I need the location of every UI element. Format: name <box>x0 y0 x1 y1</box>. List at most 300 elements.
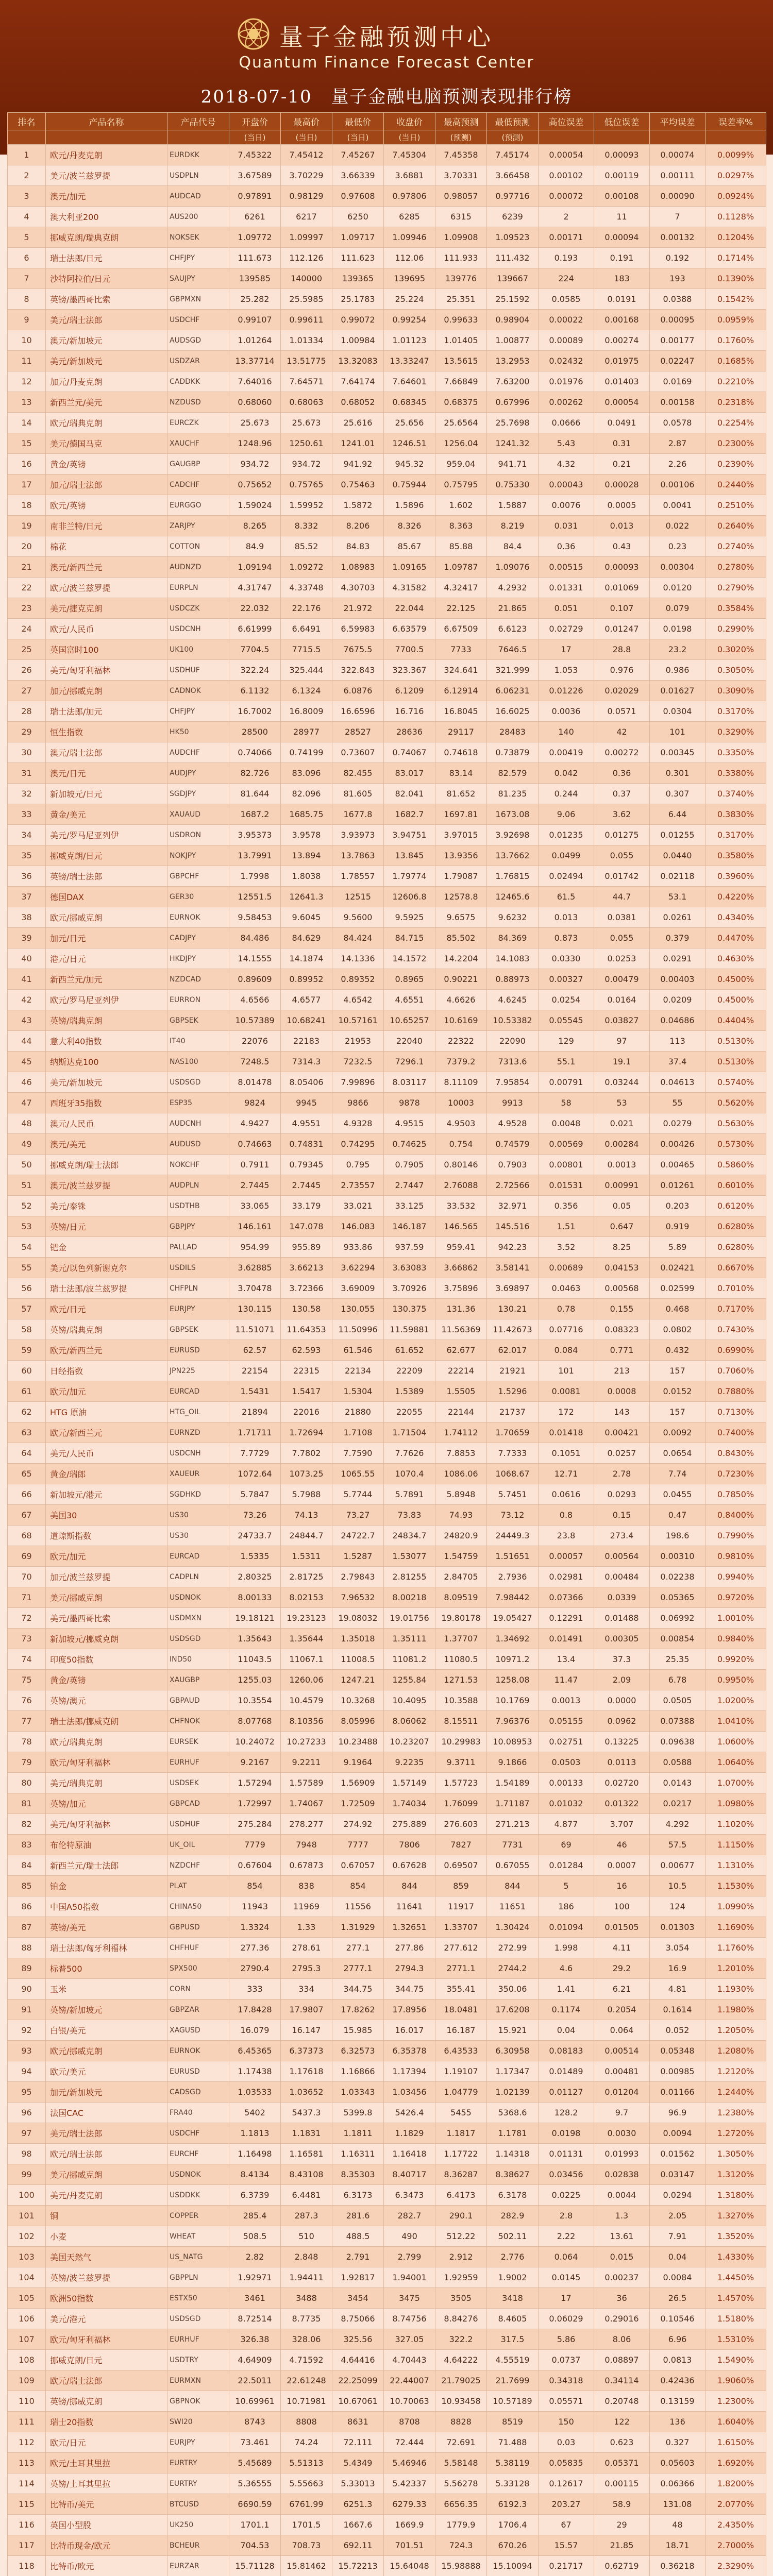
cell-product-code: EURDKK <box>167 145 229 165</box>
cell-low-price: 10.3268 <box>332 1690 384 1711</box>
cell-open-price: 6.61999 <box>229 619 281 639</box>
cell-high-price: 1250.61 <box>281 433 332 454</box>
cell-forecast-high: 62.677 <box>435 1340 487 1361</box>
page-title <box>0 82 773 108</box>
table-row <box>8 474 766 495</box>
cell-low-price: 277.1 <box>332 1938 384 1958</box>
cell-error-high: 0.244 <box>539 784 594 804</box>
cell-forecast-low: 1.54189 <box>487 1773 539 1793</box>
cell-close-price: 2.81255 <box>384 1567 435 1587</box>
cell-close-price: 5426.4 <box>384 2103 435 2123</box>
cell-error-rate: 0.7230% <box>705 1464 766 1484</box>
cell-rank: 5 <box>8 227 46 248</box>
cell-error-high: 0.02751 <box>539 1732 594 1752</box>
cell-error-low: 2.78 <box>594 1464 650 1484</box>
cell-product-code: AUDCNH <box>167 1113 229 1134</box>
cell-error-avg: 0.468 <box>650 1299 705 1319</box>
cell-error-rate: 1.0980% <box>705 1793 766 1814</box>
cell-error-low: 19.1 <box>594 1052 650 1072</box>
table-row <box>8 1052 766 1072</box>
cell-forecast-low: 11651 <box>487 1896 539 1917</box>
cell-high-price: 3.70229 <box>281 165 332 186</box>
cell-high-price: 934.72 <box>281 454 332 474</box>
cell-close-price: 83.017 <box>384 763 435 784</box>
cell-error-high: 0.0503 <box>539 1752 594 1773</box>
cell-product-code: AUDSGD <box>167 330 229 351</box>
cell-error-high: 0.05571 <box>539 2391 594 2412</box>
cell-rank: 9 <box>8 310 46 330</box>
cell-error-avg: 0.0505 <box>650 1690 705 1711</box>
cell-error-avg: 5.89 <box>650 1237 705 1258</box>
cell-error-low: 0.107 <box>594 598 650 619</box>
cell-forecast-low: 22090 <box>487 1031 539 1052</box>
cell-open-price: 139585 <box>229 268 281 289</box>
cell-product-code: AUDNZD <box>167 557 229 578</box>
cell-error-rate: 1.3050% <box>705 2144 766 2164</box>
cell-high-price: 278.277 <box>281 1814 332 1835</box>
table-row <box>8 2288 766 2309</box>
cell-high-price: 5.55663 <box>281 2473 332 2494</box>
cell-product-code: HKDJPY <box>167 948 229 969</box>
cell-high-price: 7314.3 <box>281 1052 332 1072</box>
cell-product-code: FRA40 <box>167 2103 229 2123</box>
cell-product-name: 欧元/罗马尼亚列伊 <box>46 990 167 1010</box>
cell-error-avg: 0.0455 <box>650 1484 705 1505</box>
cell-forecast-low: 271.213 <box>487 1814 539 1835</box>
cell-product-name: 欧元/丹麦克朗 <box>46 145 167 165</box>
cell-error-high: 0.0737 <box>539 2350 594 2370</box>
cell-error-avg: 0.00677 <box>650 1855 705 1876</box>
cell-error-rate: 1.4450% <box>705 2267 766 2288</box>
cell-error-high: 0.01032 <box>539 1793 594 1814</box>
cell-high-price: 0.68063 <box>281 392 332 413</box>
cell-open-price: 84.9 <box>229 536 281 557</box>
cell-high-price: 1.03652 <box>281 2082 332 2103</box>
cell-product-name: 欧洲50指数 <box>46 2288 167 2309</box>
cell-product-name: 美元/波兰兹罗提 <box>46 165 167 186</box>
cell-error-rate: 0.7060% <box>705 1361 766 1381</box>
cell-error-high: 17 <box>539 2288 594 2309</box>
cell-error-rate: 0.7130% <box>705 1402 766 1422</box>
cell-product-code: IND50 <box>167 1649 229 1670</box>
cell-low-price: 854 <box>332 1876 384 1896</box>
cell-rank: 48 <box>8 1113 46 1134</box>
table-row <box>8 2247 766 2267</box>
cell-forecast-low: 5.33128 <box>487 2473 539 2494</box>
table-row <box>8 887 766 907</box>
cell-high-price: 5.7988 <box>281 1484 332 1505</box>
cell-error-low: 13.61 <box>594 2226 650 2247</box>
cell-low-price: 1.5872 <box>332 495 384 516</box>
cell-error-avg: 0.00345 <box>650 742 705 763</box>
cell-low-price: 2777.1 <box>332 1958 384 1979</box>
cell-error-avg: 193 <box>650 268 705 289</box>
cell-high-price: 1.72694 <box>281 1422 332 1443</box>
cell-low-price: 15.72213 <box>332 2556 384 2576</box>
table-row <box>8 1299 766 1319</box>
cell-low-price: 6.3173 <box>332 2185 384 2206</box>
cell-product-name: 美元/新加坡元 <box>46 351 167 371</box>
cell-error-high: 0.08183 <box>539 2041 594 2061</box>
cell-low-price: 4.9328 <box>332 1113 384 1134</box>
table-row <box>8 2370 766 2391</box>
cell-low-price: 25.1783 <box>332 289 384 310</box>
cell-high-price: 13.51775 <box>281 351 332 371</box>
cell-error-high: 0.193 <box>539 248 594 268</box>
cell-forecast-low: 6.3178 <box>487 2185 539 2206</box>
cell-error-low: 0.02720 <box>594 1773 650 1793</box>
table-row <box>8 1340 766 1361</box>
cell-close-price: 0.68345 <box>384 392 435 413</box>
cell-low-price: 24722.7 <box>332 1526 384 1546</box>
table-row <box>8 784 766 804</box>
cell-forecast-low: 1.02139 <box>487 2082 539 2103</box>
cell-high-price: 0.89952 <box>281 969 332 990</box>
cell-open-price: 10.57389 <box>229 1010 281 1031</box>
cell-low-price: 1.16866 <box>332 2061 384 2082</box>
cell-forecast-low: 502.11 <box>487 2226 539 2247</box>
cell-low-price: 13.7863 <box>332 845 384 866</box>
cell-forecast-high: 1.37707 <box>435 1629 487 1649</box>
cell-product-code: EURJPY <box>167 1299 229 1319</box>
cell-product-code: GBPSEK <box>167 1319 229 1340</box>
cell-error-low: 0.01975 <box>594 351 650 371</box>
cell-high-price: 325.444 <box>281 660 332 681</box>
cell-high-price: 8.43108 <box>281 2164 332 2185</box>
cell-high-price: 84.629 <box>281 928 332 948</box>
cell-product-name: 南非兰特/日元 <box>46 516 167 536</box>
cell-forecast-high: 6.43533 <box>435 2041 487 2061</box>
cell-low-price: 941.92 <box>332 454 384 474</box>
cell-error-high: 0.06029 <box>539 2309 594 2329</box>
cell-product-code: EURCZK <box>167 413 229 433</box>
cell-error-avg: 0.00310 <box>650 1546 705 1567</box>
cell-high-price: 7.64571 <box>281 371 332 392</box>
table-row <box>8 2515 766 2535</box>
cell-low-price: 3.69009 <box>332 1278 384 1299</box>
table-row <box>8 1381 766 1402</box>
subcol-error-high <box>539 130 594 145</box>
cell-high-price: 9.6045 <box>281 907 332 928</box>
cell-low-price: 146.083 <box>332 1216 384 1237</box>
cell-error-low: 0.0381 <box>594 907 650 928</box>
cell-close-price: 73.83 <box>384 1505 435 1526</box>
cell-close-price: 130.375 <box>384 1299 435 1319</box>
cell-low-price: 7232.5 <box>332 1052 384 1072</box>
cell-product-code: USDSGD <box>167 1629 229 1649</box>
cell-open-price: 22076 <box>229 1031 281 1052</box>
cell-forecast-high: 11917 <box>435 1896 487 1917</box>
cell-open-price: 1248.96 <box>229 433 281 454</box>
cell-product-code: COPPER <box>167 2206 229 2226</box>
cell-error-rate: 1.3520% <box>705 2226 766 2247</box>
cell-high-price: 17.9807 <box>281 1999 332 2020</box>
cell-forecast-high: 1.79087 <box>435 866 487 887</box>
cell-error-high: 0.873 <box>539 928 594 948</box>
cell-error-high: 0.0048 <box>539 1113 594 1134</box>
cell-close-price: 12606.8 <box>384 887 435 907</box>
cell-error-avg: 0.0092 <box>650 1422 705 1443</box>
cell-close-price: 1.94001 <box>384 2267 435 2288</box>
cell-low-price: 84.83 <box>332 536 384 557</box>
cell-rank: 91 <box>8 1999 46 2020</box>
table-row <box>8 1237 766 1258</box>
cell-error-low: 183 <box>594 268 650 289</box>
cell-error-avg: 0.00985 <box>650 2061 705 2082</box>
cell-product-name: 意大利40指数 <box>46 1031 167 1052</box>
cell-high-price: 2795.3 <box>281 1958 332 1979</box>
cell-error-low: 0.08323 <box>594 1319 650 1340</box>
cell-product-name: 瑞士法郎/加元 <box>46 701 167 722</box>
cell-forecast-low: 111.432 <box>487 248 539 268</box>
cell-error-low: 0.08897 <box>594 2350 650 2370</box>
subcol-index <box>8 130 46 145</box>
table-row <box>8 2164 766 2185</box>
cell-product-name: 英镑/波兰兹罗提 <box>46 2267 167 2288</box>
cell-forecast-low: 84.4 <box>487 536 539 557</box>
cell-product-code: USDNOK <box>167 1587 229 1608</box>
cell-close-price: 7.45304 <box>384 145 435 165</box>
cell-error-low: 0.04153 <box>594 1258 650 1278</box>
cell-error-high: 1.51 <box>539 1216 594 1237</box>
cell-low-price: 7.99896 <box>332 1072 384 1093</box>
cell-open-price: 130.115 <box>229 1299 281 1319</box>
cell-open-price: 0.89609 <box>229 969 281 990</box>
cell-error-low: 0.00479 <box>594 969 650 990</box>
cell-low-price: 84.424 <box>332 928 384 948</box>
subcol-error-rate <box>705 130 766 145</box>
cell-error-low: 0.00421 <box>594 1422 650 1443</box>
cell-product-name: HTG 原油 <box>46 1402 167 1422</box>
cell-product-name: 欧元/挪威克朗 <box>46 2041 167 2061</box>
cell-error-rate: 1.0200% <box>705 1690 766 1711</box>
cell-error-avg: 0.307 <box>650 784 705 804</box>
cell-error-avg: 0.00095 <box>650 310 705 330</box>
cell-error-high: 69 <box>539 1835 594 1855</box>
cell-close-price: 10.23207 <box>384 1732 435 1752</box>
cell-low-price: 8631 <box>332 2412 384 2432</box>
cell-open-price: 5.36555 <box>229 2473 281 2494</box>
cell-rank: 15 <box>8 433 46 454</box>
cell-open-price: 22.5011 <box>229 2370 281 2391</box>
cell-close-price: 9878 <box>384 1093 435 1113</box>
cell-error-low: 0.0253 <box>594 948 650 969</box>
cell-error-rate: 0.2990% <box>705 619 766 639</box>
cell-low-price: 1.09717 <box>332 227 384 248</box>
cell-close-price: 17.8956 <box>384 1999 435 2020</box>
table-row <box>8 907 766 928</box>
cell-error-rate: 0.9840% <box>705 1629 766 1649</box>
cell-high-price: 2.7445 <box>281 1175 332 1196</box>
cell-error-low: 0.01505 <box>594 1917 650 1938</box>
cell-error-low: 8.25 <box>594 1237 650 1258</box>
cell-high-price: 10.4579 <box>281 1690 332 1711</box>
table-row <box>8 2494 766 2515</box>
cell-open-price: 1701.1 <box>229 2515 281 2535</box>
cell-error-low: 9.7 <box>594 2103 650 2123</box>
cell-open-price: 1.17438 <box>229 2061 281 2082</box>
cell-error-low: 0.05371 <box>594 2453 650 2473</box>
cell-rank: 83 <box>8 1835 46 1855</box>
subcol-error-avg <box>650 130 705 145</box>
cell-error-rate: 0.9810% <box>705 1546 766 1567</box>
cell-error-high: 0.00327 <box>539 969 594 990</box>
col-forecast-low: 最低预测 <box>487 113 539 130</box>
cell-error-high: 0.78 <box>539 1299 594 1319</box>
cell-error-high: 55.1 <box>539 1052 594 1072</box>
table-row <box>8 660 766 681</box>
cell-product-name: 瑞士法郎/匈牙利福林 <box>46 1938 167 1958</box>
cell-forecast-low: 350.06 <box>487 1979 539 1999</box>
cell-error-low: 0.0962 <box>594 1711 650 1732</box>
cell-open-price: 16.079 <box>229 2020 281 2041</box>
cell-open-price: 3.95373 <box>229 825 281 845</box>
cell-low-price: 28527 <box>332 722 384 742</box>
cell-forecast-high: 290.1 <box>435 2206 487 2226</box>
cell-low-price: 2.73557 <box>332 1175 384 1196</box>
cell-low-price: 2.79843 <box>332 1567 384 1587</box>
table-row <box>8 619 766 639</box>
cell-error-low: 0.00237 <box>594 2267 650 2288</box>
cell-forecast-low: 1.34692 <box>487 1629 539 1649</box>
cell-error-avg: 0.00158 <box>650 392 705 413</box>
cell-close-price: 0.99254 <box>384 310 435 330</box>
cell-error-high: 0.00791 <box>539 1072 594 1093</box>
cell-low-price: 1.08983 <box>332 557 384 578</box>
table-row <box>8 1278 766 1299</box>
cell-rank: 58 <box>8 1319 46 1340</box>
cell-forecast-low: 24449.3 <box>487 1526 539 1546</box>
cell-close-price: 1.16418 <box>384 2144 435 2164</box>
cell-close-price: 13.845 <box>384 845 435 866</box>
cell-product-name: 欧元/加元 <box>46 1546 167 1567</box>
cell-error-rate: 0.7850% <box>705 1484 766 1505</box>
cell-error-high: 0.356 <box>539 1196 594 1216</box>
cell-error-rate: 0.9950% <box>705 1670 766 1690</box>
cell-open-price: 2.80325 <box>229 1567 281 1587</box>
cell-forecast-high: 1697.81 <box>435 804 487 825</box>
cell-rank: 85 <box>8 1876 46 1896</box>
cell-open-price: 11.51071 <box>229 1319 281 1340</box>
cell-error-avg: 0.301 <box>650 763 705 784</box>
cell-error-low: 0.0030 <box>594 2123 650 2144</box>
cell-open-price: 25.673 <box>229 413 281 433</box>
cell-forecast-high: 959.04 <box>435 454 487 474</box>
cell-error-rate: 1.8200% <box>705 2473 766 2494</box>
cell-error-avg: 0.0041 <box>650 495 705 516</box>
cell-open-price: 1.59024 <box>229 495 281 516</box>
cell-error-high: 0.01127 <box>539 2082 594 2103</box>
cell-error-low: 0.976 <box>594 660 650 681</box>
cell-low-price: 8.75066 <box>332 2309 384 2329</box>
cell-high-price: 8.332 <box>281 516 332 536</box>
table-row <box>8 371 766 392</box>
table-row <box>8 2020 766 2041</box>
cell-error-rate: 0.6010% <box>705 1175 766 1196</box>
cell-high-price: 8.02153 <box>281 1587 332 1608</box>
cell-error-rate: 1.3120% <box>705 2164 766 2185</box>
cell-forecast-low: 942.23 <box>487 1237 539 1258</box>
subcol-open: (当日) <box>229 130 281 145</box>
cell-close-price: 28636 <box>384 722 435 742</box>
table-row <box>8 2103 766 2123</box>
cell-error-low: 0.00093 <box>594 145 650 165</box>
cell-low-price: 17.8262 <box>332 1999 384 2020</box>
col-error-avg: 平均误差 <box>650 113 705 130</box>
cell-forecast-high: 7.66849 <box>435 371 487 392</box>
cell-forecast-low: 9.1866 <box>487 1752 539 1773</box>
cell-close-price: 937.59 <box>384 1237 435 1258</box>
cell-close-price: 22.44007 <box>384 2370 435 2391</box>
table-row <box>8 557 766 578</box>
cell-high-price: 85.52 <box>281 536 332 557</box>
cell-product-name: 欧元/匈牙利福林 <box>46 1752 167 1773</box>
cell-open-price: 0.68060 <box>229 392 281 413</box>
cell-error-high: 0.00072 <box>539 186 594 207</box>
report-date: 2018-07-10 <box>200 87 312 107</box>
table-row <box>8 578 766 598</box>
cell-error-rate: 0.2300% <box>705 433 766 454</box>
cell-rank: 59 <box>8 1340 46 1361</box>
cell-close-price: 1.09946 <box>384 227 435 248</box>
cell-error-high: 0.05835 <box>539 2453 594 2473</box>
cell-open-price: 15.71128 <box>229 2556 281 2576</box>
cell-rank: 84 <box>8 1855 46 1876</box>
cell-product-name: 澳元/美元 <box>46 1134 167 1155</box>
cell-close-price: 3475 <box>384 2288 435 2309</box>
cell-error-low: 0.34114 <box>594 2370 650 2391</box>
cell-error-rate: 0.6280% <box>705 1216 766 1237</box>
cell-open-price: 1.57294 <box>229 1773 281 1793</box>
cell-close-price: 13.33247 <box>384 351 435 371</box>
cell-product-name: 加元/日元 <box>46 928 167 948</box>
cell-product-code: WHEAT <box>167 2226 229 2247</box>
cell-rank: 27 <box>8 681 46 701</box>
cell-open-price: 6261 <box>229 207 281 227</box>
cell-close-price: 945.32 <box>384 454 435 474</box>
cell-low-price: 21.972 <box>332 598 384 619</box>
table-row <box>8 1814 766 1835</box>
cell-close-price: 1.71504 <box>384 1422 435 1443</box>
cell-low-price: 1.1811 <box>332 2123 384 2144</box>
cell-close-price: 85.67 <box>384 536 435 557</box>
cell-rank: 17 <box>8 474 46 495</box>
cell-open-price: 4.9427 <box>229 1113 281 1134</box>
cell-high-price: 5.51313 <box>281 2453 332 2473</box>
cell-product-code: ZARJPY <box>167 516 229 536</box>
cell-error-avg: 0.0440 <box>650 845 705 866</box>
cell-low-price: 16.6596 <box>332 701 384 722</box>
cell-error-avg: 0.00132 <box>650 227 705 248</box>
table-row <box>8 310 766 330</box>
cell-error-avg: 0.04613 <box>650 1072 705 1093</box>
cell-rank: 107 <box>8 2329 46 2350</box>
cell-error-avg: 3.054 <box>650 1938 705 1958</box>
cell-high-price: 1.17618 <box>281 2061 332 2082</box>
cell-error-avg: 0.0169 <box>650 371 705 392</box>
cell-close-price: 22209 <box>384 1361 435 1381</box>
cell-rank: 101 <box>8 2206 46 2226</box>
table-row <box>8 1649 766 1670</box>
cell-open-price: 1.72997 <box>229 1793 281 1814</box>
cell-error-rate: 1.2300% <box>705 2391 766 2412</box>
cell-high-price: 0.74199 <box>281 742 332 763</box>
cell-forecast-low: 0.75330 <box>487 474 539 495</box>
cell-forecast-high: 0.80146 <box>435 1155 487 1175</box>
cell-forecast-high: 3.75896 <box>435 1278 487 1299</box>
cell-error-avg: 0.079 <box>650 598 705 619</box>
cell-error-high: 0.00133 <box>539 1773 594 1793</box>
